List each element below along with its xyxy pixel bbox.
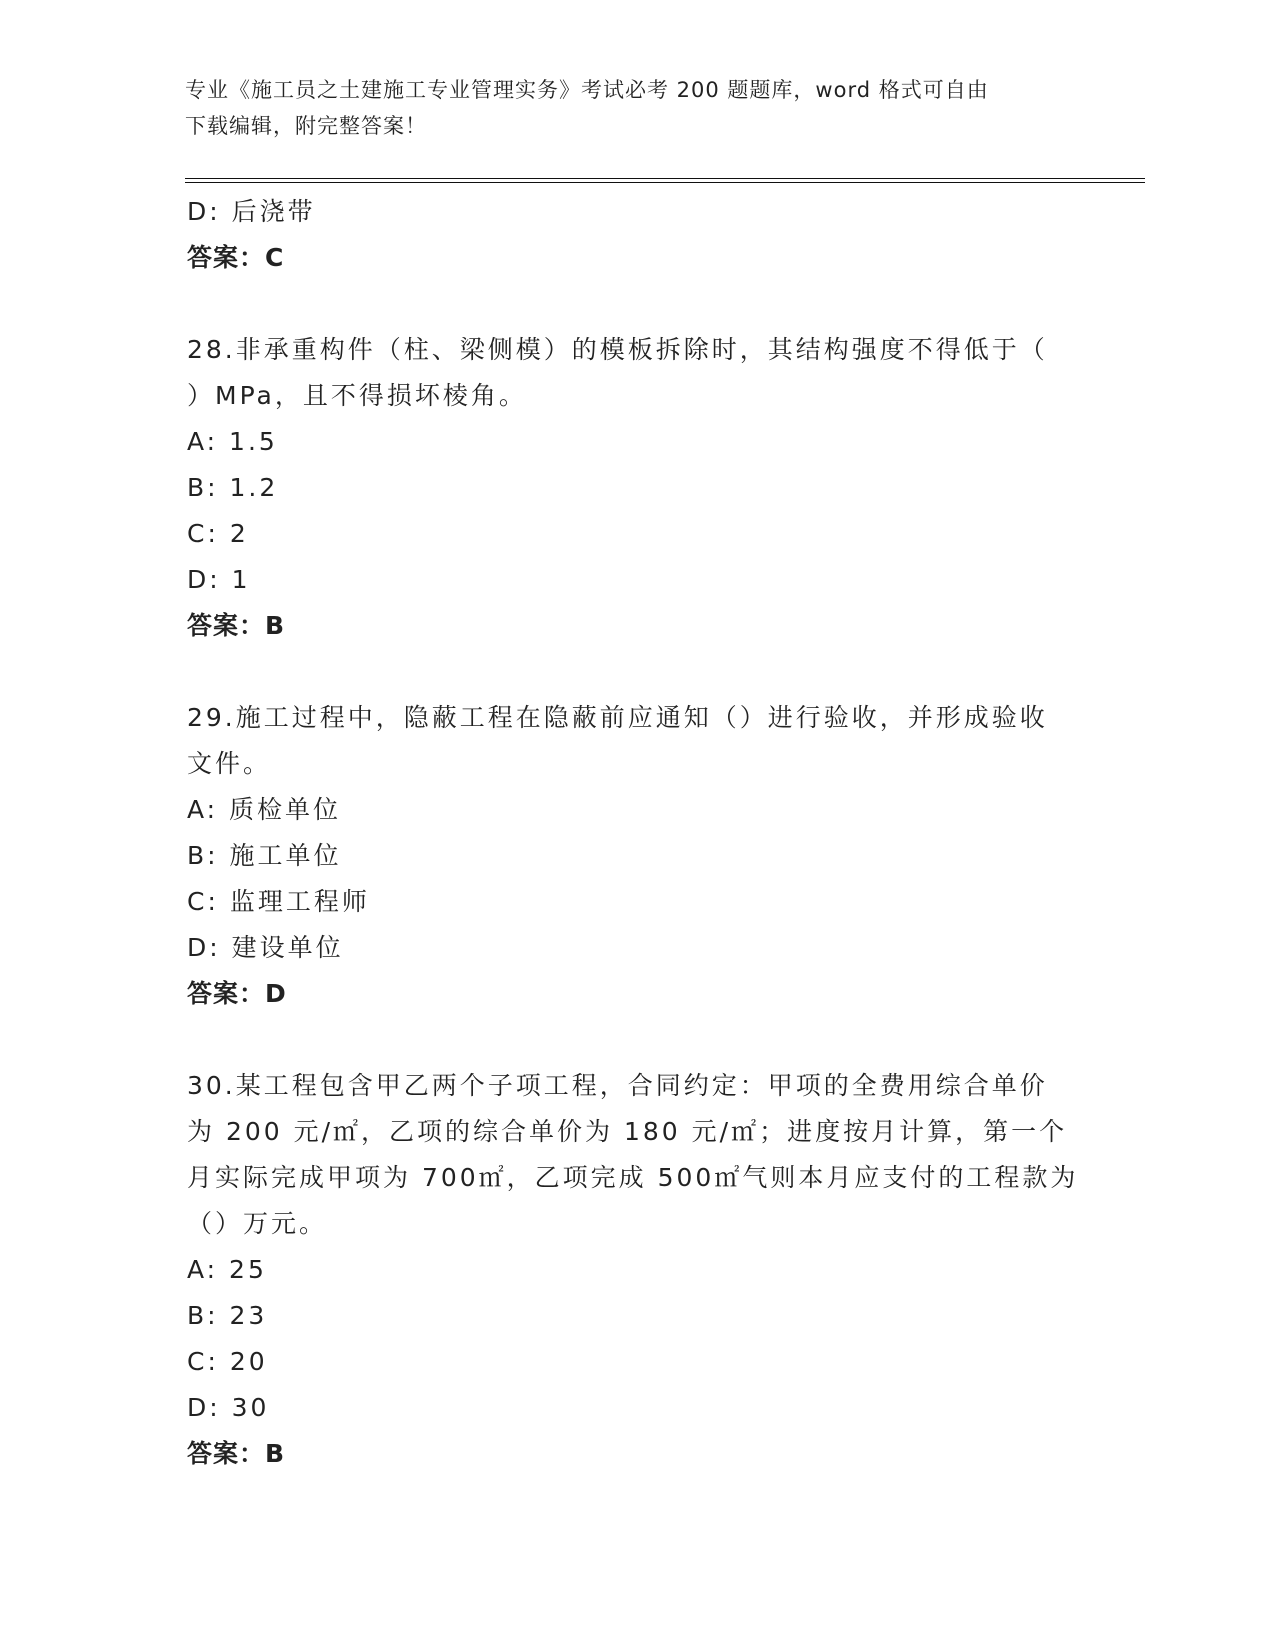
option-b: B: 1.2 (187, 473, 279, 502)
option-b: B: 23 (187, 1301, 268, 1330)
header-title-line-2: 下载编辑，附完整答案！ (185, 114, 427, 138)
answer-line: 答案：B (187, 1439, 286, 1468)
option-d: D: 1 (187, 565, 251, 594)
question-30 (187, 1063, 1087, 1477)
question-29 (187, 695, 1087, 1017)
option-c: C: 20 (187, 1347, 268, 1376)
option-c: C: 监理工程师 (187, 887, 370, 916)
option-a: A: 质检单位 (187, 795, 342, 824)
header-divider (185, 178, 1145, 183)
option-a: A: 1.5 (187, 427, 278, 456)
answer-line: 答案：D (187, 979, 287, 1008)
answer-line: 答案：C (187, 243, 285, 272)
spacer (187, 1017, 1087, 1063)
option-d: D: 后浇带 (187, 197, 316, 226)
page-header (185, 72, 1085, 144)
question-text: 月实际完成甲项为 700㎡，乙项完成 500㎡气则本月应支付的工程款为 (187, 1163, 1079, 1192)
question-text: （）万元。 (187, 1209, 328, 1238)
question-text: 28.非承重构件（柱、梁侧模）的模板拆除时，其结构强度不得低于（ (187, 335, 1048, 364)
document-body (187, 189, 1087, 1477)
question-text: ）MPa，且不得损坏棱角。 (187, 381, 527, 410)
option-a: A: 25 (187, 1255, 267, 1284)
option-c: C: 2 (187, 519, 249, 548)
option-d: D: 建设单位 (187, 933, 344, 962)
question-28 (187, 327, 1087, 649)
option-d: D: 30 (187, 1393, 270, 1422)
question-text: 29.施工过程中，隐蔽工程在隐蔽前应通知（）进行验收，并形成验收 (187, 703, 1048, 732)
answer-line: 答案：B (187, 611, 286, 640)
question-text: 文件。 (187, 749, 272, 778)
spacer (187, 649, 1087, 695)
question-text: 30.某工程包含甲乙两个子项工程，合同约定：甲项的全费用综合单价 (187, 1071, 1048, 1100)
header-title-line-1: 专业《施工员之土建施工专业管理实务》考试必考 200 题题库，word 格式可自由 (185, 78, 989, 102)
spacer (187, 281, 1087, 327)
option-b: B: 施工单位 (187, 841, 342, 870)
question-text: 为 200 元/㎡，乙项的综合单价为 180 元/㎡；进度按月计算，第一个 (187, 1117, 1068, 1146)
